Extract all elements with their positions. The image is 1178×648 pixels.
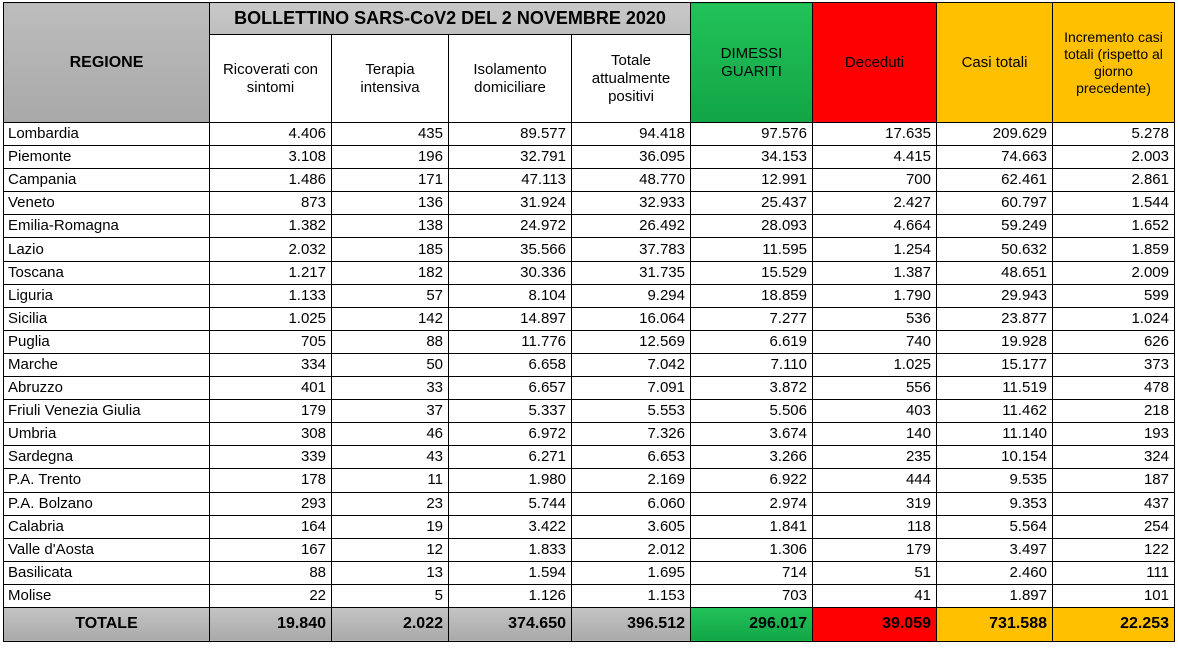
ricoverati-cell: 705 bbox=[210, 330, 332, 353]
totale-positivi-cell: 2.169 bbox=[572, 469, 691, 492]
region-name-cell: Liguria bbox=[4, 284, 210, 307]
ricoverati-cell: 3.108 bbox=[210, 146, 332, 169]
isolamento-cell: 35.566 bbox=[449, 238, 572, 261]
casi-totali-cell: 209.629 bbox=[937, 123, 1053, 146]
dimessi-header: DIMESSI GUARITI bbox=[691, 3, 813, 123]
incremento-cell: 373 bbox=[1053, 353, 1175, 376]
region-name-cell: Friuli Venezia Giulia bbox=[4, 400, 210, 423]
totale-positivi-cell: 6.060 bbox=[572, 492, 691, 515]
ricoverati-cell: 401 bbox=[210, 377, 332, 400]
incremento-cell: 5.278 bbox=[1053, 123, 1175, 146]
deceduti-cell: 556 bbox=[813, 377, 937, 400]
deceduti-cell: 4.664 bbox=[813, 215, 937, 238]
isolamento-header: Isolamento domiciliare bbox=[449, 35, 572, 123]
region-name-cell: Marche bbox=[4, 353, 210, 376]
incremento-cell: 122 bbox=[1053, 538, 1175, 561]
terapia-header: Terapia intensiva bbox=[332, 35, 449, 123]
isolamento-cell: 14.897 bbox=[449, 307, 572, 330]
bulletin-title: BOLLETTINO SARS-CoV2 DEL 2 NOVEMBRE 2020 bbox=[210, 3, 691, 35]
incremento-cell: 2.861 bbox=[1053, 169, 1175, 192]
region-name-cell: Molise bbox=[4, 584, 210, 607]
dimessi-cell: 714 bbox=[691, 561, 813, 584]
casi-totali-cell: 50.632 bbox=[937, 238, 1053, 261]
dimessi-cell: 2.974 bbox=[691, 492, 813, 515]
isolamento-cell: 47.113 bbox=[449, 169, 572, 192]
regione-header: REGIONE bbox=[4, 3, 210, 123]
casi-totali-cell: 9.353 bbox=[937, 492, 1053, 515]
dimessi-cell: 7.277 bbox=[691, 307, 813, 330]
terapia-cell: 19 bbox=[332, 515, 449, 538]
ricoverati-cell: 164 bbox=[210, 515, 332, 538]
ricoverati-cell: 334 bbox=[210, 353, 332, 376]
totale-terapia: 2.022 bbox=[332, 607, 449, 641]
isolamento-cell: 11.776 bbox=[449, 330, 572, 353]
incremento-cell: 599 bbox=[1053, 284, 1175, 307]
incremento-cell: 2.009 bbox=[1053, 261, 1175, 284]
totale-positivi-cell: 36.095 bbox=[572, 146, 691, 169]
casi-totali-cell: 29.943 bbox=[937, 284, 1053, 307]
terapia-cell: 138 bbox=[332, 215, 449, 238]
isolamento-cell: 1.833 bbox=[449, 538, 572, 561]
deceduti-cell: 403 bbox=[813, 400, 937, 423]
region-name-cell: Piemonte bbox=[4, 146, 210, 169]
table-row bbox=[4, 192, 1175, 215]
totale-positivi-cell: 48.770 bbox=[572, 169, 691, 192]
totale-dimessi: 296.017 bbox=[691, 607, 813, 641]
dimessi-cell: 11.595 bbox=[691, 238, 813, 261]
incremento-cell: 218 bbox=[1053, 400, 1175, 423]
dimessi-cell: 18.859 bbox=[691, 284, 813, 307]
table-row bbox=[4, 261, 1175, 284]
table-row bbox=[4, 423, 1175, 446]
totals-row bbox=[4, 607, 1175, 641]
table-row bbox=[4, 469, 1175, 492]
region-name-cell: Puglia bbox=[4, 330, 210, 353]
ricoverati-cell: 339 bbox=[210, 446, 332, 469]
casi-totali-cell: 5.564 bbox=[937, 515, 1053, 538]
casi-totali-cell: 2.460 bbox=[937, 561, 1053, 584]
casi-totali-cell: 11.140 bbox=[937, 423, 1053, 446]
ricoverati-cell: 2.032 bbox=[210, 238, 332, 261]
incremento-cell: 254 bbox=[1053, 515, 1175, 538]
terapia-cell: 13 bbox=[332, 561, 449, 584]
deceduti-cell: 1.254 bbox=[813, 238, 937, 261]
region-name-cell: Lombardia bbox=[4, 123, 210, 146]
table-row bbox=[4, 215, 1175, 238]
casi-totali-cell: 59.249 bbox=[937, 215, 1053, 238]
dimessi-cell: 3.674 bbox=[691, 423, 813, 446]
totale-positivi-cell: 12.569 bbox=[572, 330, 691, 353]
terapia-cell: 196 bbox=[332, 146, 449, 169]
dimessi-cell: 25.437 bbox=[691, 192, 813, 215]
ricoverati-cell: 1.133 bbox=[210, 284, 332, 307]
region-name-cell: Valle d'Aosta bbox=[4, 538, 210, 561]
covid-bulletin-table bbox=[3, 2, 1175, 642]
dimessi-cell: 34.153 bbox=[691, 146, 813, 169]
incremento-cell: 1.652 bbox=[1053, 215, 1175, 238]
deceduti-cell: 4.415 bbox=[813, 146, 937, 169]
totale-label: TOTALE bbox=[4, 607, 210, 641]
table-row bbox=[4, 446, 1175, 469]
terapia-cell: 23 bbox=[332, 492, 449, 515]
deceduti-cell: 740 bbox=[813, 330, 937, 353]
table-row bbox=[4, 538, 1175, 561]
region-name-cell: Emilia-Romagna bbox=[4, 215, 210, 238]
dimessi-cell: 1.306 bbox=[691, 538, 813, 561]
deceduti-cell: 2.427 bbox=[813, 192, 937, 215]
terapia-cell: 57 bbox=[332, 284, 449, 307]
isolamento-cell: 6.271 bbox=[449, 446, 572, 469]
totale-positivi-cell: 9.294 bbox=[572, 284, 691, 307]
totale-positivi-cell: 37.783 bbox=[572, 238, 691, 261]
terapia-cell: 182 bbox=[332, 261, 449, 284]
totale-isolamento: 374.650 bbox=[449, 607, 572, 641]
incremento-cell: 1.859 bbox=[1053, 238, 1175, 261]
casi-totali-cell: 10.154 bbox=[937, 446, 1053, 469]
isolamento-cell: 24.972 bbox=[449, 215, 572, 238]
casi-totali-cell: 48.651 bbox=[937, 261, 1053, 284]
incremento-cell: 1.544 bbox=[1053, 192, 1175, 215]
isolamento-cell: 1.126 bbox=[449, 584, 572, 607]
region-name-cell: Sardegna bbox=[4, 446, 210, 469]
isolamento-cell: 6.972 bbox=[449, 423, 572, 446]
dimessi-cell: 28.093 bbox=[691, 215, 813, 238]
totale-positivi-cell: 16.064 bbox=[572, 307, 691, 330]
region-name-cell: Lazio bbox=[4, 238, 210, 261]
dimessi-cell: 1.841 bbox=[691, 515, 813, 538]
terapia-cell: 50 bbox=[332, 353, 449, 376]
region-name-cell: Toscana bbox=[4, 261, 210, 284]
ricoverati-cell: 293 bbox=[210, 492, 332, 515]
ricoverati-cell: 167 bbox=[210, 538, 332, 561]
region-name-cell: Abruzzo bbox=[4, 377, 210, 400]
dimessi-cell: 703 bbox=[691, 584, 813, 607]
totale-positivi-cell: 31.735 bbox=[572, 261, 691, 284]
isolamento-cell: 6.658 bbox=[449, 353, 572, 376]
totale-positivi: 396.512 bbox=[572, 607, 691, 641]
dimessi-cell: 7.110 bbox=[691, 353, 813, 376]
totale-positivi-header: Totale attualmente positivi bbox=[572, 35, 691, 123]
casi-totali-cell: 3.497 bbox=[937, 538, 1053, 561]
terapia-cell: 12 bbox=[332, 538, 449, 561]
table-row bbox=[4, 330, 1175, 353]
isolamento-cell: 89.577 bbox=[449, 123, 572, 146]
totale-positivi-cell: 1.695 bbox=[572, 561, 691, 584]
totale-positivi-cell: 7.042 bbox=[572, 353, 691, 376]
casi-totali-cell: 19.928 bbox=[937, 330, 1053, 353]
dimessi-cell: 15.529 bbox=[691, 261, 813, 284]
table-row bbox=[4, 515, 1175, 538]
deceduti-cell: 118 bbox=[813, 515, 937, 538]
deceduti-cell: 41 bbox=[813, 584, 937, 607]
incremento-cell: 101 bbox=[1053, 584, 1175, 607]
terapia-cell: 46 bbox=[332, 423, 449, 446]
ricoverati-cell: 1.486 bbox=[210, 169, 332, 192]
table-row bbox=[4, 123, 1175, 146]
casi-totali-cell: 60.797 bbox=[937, 192, 1053, 215]
terapia-cell: 5 bbox=[332, 584, 449, 607]
table-row bbox=[4, 561, 1175, 584]
ricoverati-cell: 1.382 bbox=[210, 215, 332, 238]
region-name-cell: Umbria bbox=[4, 423, 210, 446]
deceduti-cell: 140 bbox=[813, 423, 937, 446]
terapia-cell: 171 bbox=[332, 169, 449, 192]
terapia-cell: 136 bbox=[332, 192, 449, 215]
ricoverati-cell: 22 bbox=[210, 584, 332, 607]
incremento-cell: 626 bbox=[1053, 330, 1175, 353]
deceduti-cell: 235 bbox=[813, 446, 937, 469]
ricoverati-cell: 4.406 bbox=[210, 123, 332, 146]
table-row bbox=[4, 169, 1175, 192]
deceduti-cell: 319 bbox=[813, 492, 937, 515]
casi-totali-cell: 9.535 bbox=[937, 469, 1053, 492]
region-name-cell: Veneto bbox=[4, 192, 210, 215]
casi-totali-cell: 23.877 bbox=[937, 307, 1053, 330]
totale-positivi-cell: 26.492 bbox=[572, 215, 691, 238]
deceduti-cell: 1.387 bbox=[813, 261, 937, 284]
deceduti-header: Deceduti bbox=[813, 3, 937, 123]
incremento-cell: 1.024 bbox=[1053, 307, 1175, 330]
deceduti-cell: 536 bbox=[813, 307, 937, 330]
dimessi-cell: 97.576 bbox=[691, 123, 813, 146]
region-name-cell: Calabria bbox=[4, 515, 210, 538]
incremento-cell: 478 bbox=[1053, 377, 1175, 400]
incremento-header: Incremento casi totali (rispetto al giorno precedente) bbox=[1053, 3, 1175, 123]
isolamento-cell: 6.657 bbox=[449, 377, 572, 400]
ricoverati-cell: 178 bbox=[210, 469, 332, 492]
table-row bbox=[4, 146, 1175, 169]
terapia-cell: 37 bbox=[332, 400, 449, 423]
table-row bbox=[4, 377, 1175, 400]
ricoverati-cell: 1.217 bbox=[210, 261, 332, 284]
region-name-cell: Basilicata bbox=[4, 561, 210, 584]
isolamento-cell: 5.337 bbox=[449, 400, 572, 423]
isolamento-cell: 1.980 bbox=[449, 469, 572, 492]
deceduti-cell: 17.635 bbox=[813, 123, 937, 146]
terapia-cell: 11 bbox=[332, 469, 449, 492]
totale-positivi-cell: 2.012 bbox=[572, 538, 691, 561]
ricoverati-cell: 179 bbox=[210, 400, 332, 423]
terapia-cell: 43 bbox=[332, 446, 449, 469]
totale-positivi-cell: 5.553 bbox=[572, 400, 691, 423]
totale-positivi-cell: 6.653 bbox=[572, 446, 691, 469]
dimessi-cell: 6.922 bbox=[691, 469, 813, 492]
totale-casi-totali: 731.588 bbox=[937, 607, 1053, 641]
region-name-cell: P.A. Bolzano bbox=[4, 492, 210, 515]
incremento-cell: 437 bbox=[1053, 492, 1175, 515]
ricoverati-cell: 1.025 bbox=[210, 307, 332, 330]
totale-ricoverati: 19.840 bbox=[210, 607, 332, 641]
dimessi-cell: 5.506 bbox=[691, 400, 813, 423]
region-name-cell: P.A. Trento bbox=[4, 469, 210, 492]
casi-totali-cell: 74.663 bbox=[937, 146, 1053, 169]
region-name-cell: Sicilia bbox=[4, 307, 210, 330]
ricoverati-cell: 873 bbox=[210, 192, 332, 215]
isolamento-cell: 5.744 bbox=[449, 492, 572, 515]
isolamento-cell: 32.791 bbox=[449, 146, 572, 169]
table-row bbox=[4, 400, 1175, 423]
table-row bbox=[4, 353, 1175, 376]
incremento-cell: 193 bbox=[1053, 423, 1175, 446]
dimessi-cell: 6.619 bbox=[691, 330, 813, 353]
table-row bbox=[4, 492, 1175, 515]
table-row bbox=[4, 307, 1175, 330]
deceduti-cell: 444 bbox=[813, 469, 937, 492]
isolamento-cell: 31.924 bbox=[449, 192, 572, 215]
deceduti-cell: 700 bbox=[813, 169, 937, 192]
dimessi-cell: 3.872 bbox=[691, 377, 813, 400]
casi-totali-cell: 15.177 bbox=[937, 353, 1053, 376]
ricoverati-header: Ricoverati con sintomi bbox=[210, 35, 332, 123]
isolamento-cell: 3.422 bbox=[449, 515, 572, 538]
region-name-cell: Campania bbox=[4, 169, 210, 192]
table-row bbox=[4, 284, 1175, 307]
isolamento-cell: 1.594 bbox=[449, 561, 572, 584]
casi-totali-cell: 62.461 bbox=[937, 169, 1053, 192]
terapia-cell: 142 bbox=[332, 307, 449, 330]
terapia-cell: 88 bbox=[332, 330, 449, 353]
incremento-cell: 111 bbox=[1053, 561, 1175, 584]
totale-positivi-cell: 1.153 bbox=[572, 584, 691, 607]
totale-positivi-cell: 7.091 bbox=[572, 377, 691, 400]
isolamento-cell: 30.336 bbox=[449, 261, 572, 284]
casi-totali-cell: 1.897 bbox=[937, 584, 1053, 607]
table-row bbox=[4, 584, 1175, 607]
incremento-cell: 2.003 bbox=[1053, 146, 1175, 169]
deceduti-cell: 1.790 bbox=[813, 284, 937, 307]
terapia-cell: 435 bbox=[332, 123, 449, 146]
casi-totali-header: Casi totali bbox=[937, 3, 1053, 123]
incremento-cell: 187 bbox=[1053, 469, 1175, 492]
isolamento-cell: 8.104 bbox=[449, 284, 572, 307]
casi-totali-cell: 11.462 bbox=[937, 400, 1053, 423]
totale-positivi-cell: 3.605 bbox=[572, 515, 691, 538]
dimessi-cell: 12.991 bbox=[691, 169, 813, 192]
dimessi-cell: 3.266 bbox=[691, 446, 813, 469]
totale-positivi-cell: 7.326 bbox=[572, 423, 691, 446]
deceduti-cell: 51 bbox=[813, 561, 937, 584]
table-row bbox=[4, 238, 1175, 261]
casi-totali-cell: 11.519 bbox=[937, 377, 1053, 400]
ricoverati-cell: 88 bbox=[210, 561, 332, 584]
deceduti-cell: 1.025 bbox=[813, 353, 937, 376]
totale-positivi-cell: 94.418 bbox=[572, 123, 691, 146]
totale-positivi-cell: 32.933 bbox=[572, 192, 691, 215]
ricoverati-cell: 308 bbox=[210, 423, 332, 446]
terapia-cell: 185 bbox=[332, 238, 449, 261]
totale-deceduti: 39.059 bbox=[813, 607, 937, 641]
deceduti-cell: 179 bbox=[813, 538, 937, 561]
totale-incremento: 22.253 bbox=[1053, 607, 1175, 641]
incremento-cell: 324 bbox=[1053, 446, 1175, 469]
terapia-cell: 33 bbox=[332, 377, 449, 400]
